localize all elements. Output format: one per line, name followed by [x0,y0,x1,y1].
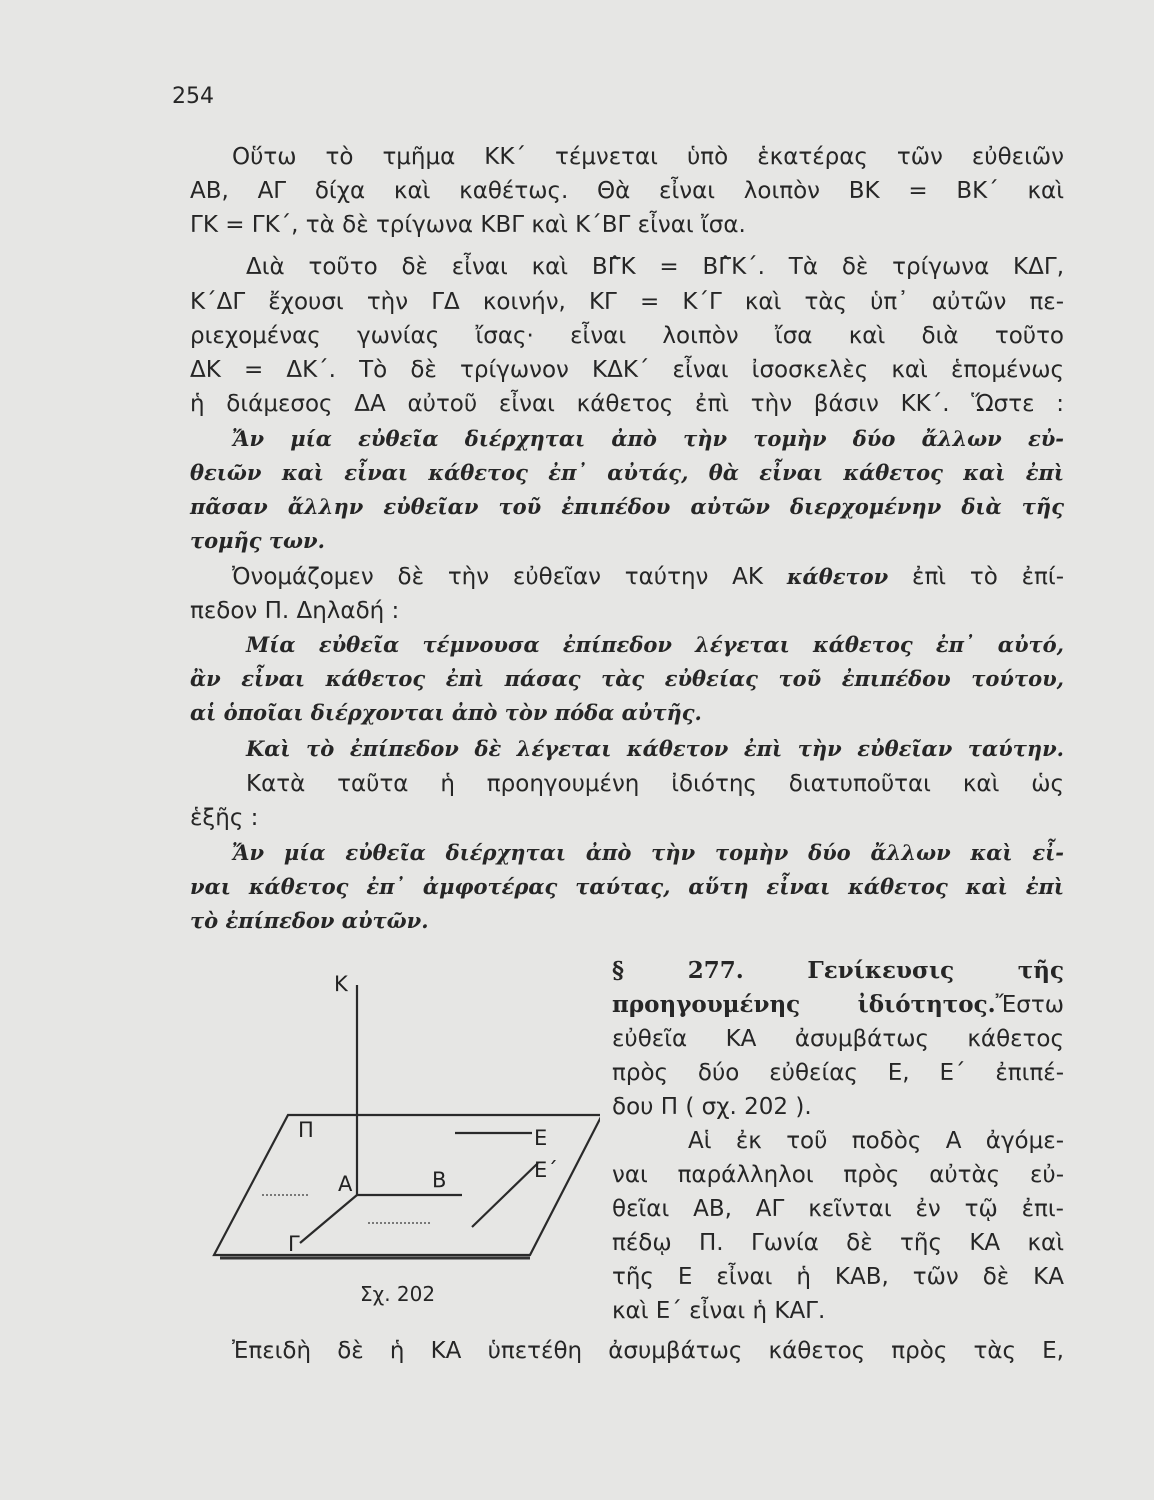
text-line [232,562,1064,592]
label-K: Κ [334,972,348,996]
theorem-line: τὸ ἐπίπεδον αὐτῶν. [190,908,429,933]
column-line: τῆς Ε εἶναι ἡ ΚΑΒ, τῶν δὲ ΚΑ [612,1264,1064,1290]
label-E-prime: Ε΄ [534,1158,558,1182]
text-line: ἡ διάμεσος ΔΑ αὐτοῦ εἶναι κάθετος ἐπὶ τὴν βάσιν ΚΚ΄. Ὥστε : [190,391,1064,417]
label-A: Α [338,1172,353,1196]
text-line: Ἐπειδὴ δὲ ἡ ΚΑ ὑπετέθη ἀσυμβάτως κάθετος πρὸς τὰς Ε, [232,1338,1064,1364]
column-line: πέδῳ Π. Γωνία δὲ τῆς ΚΑ καὶ [612,1230,1064,1256]
label-G: Γ [288,1232,300,1256]
label-E: Ε [534,1126,548,1150]
theorem-line: τομῆς των. [190,528,325,553]
section-heading-cont: προηγουμένης ἰδιότητος. [612,991,996,1018]
definition-line: Καὶ τὸ ἐπίπεδον δὲ λέγεται κάθετον ἐπὶ τὴν εὐθεῖαν ταύτην. [246,736,1064,761]
term-kathetos: κάθετον [786,564,889,589]
theorem-line: Ἄν μία εὐθεῖα διέρχηται ἀπὸ τὴν τομὴν δύο ἄλλων καὶ εἶ- [232,840,1064,865]
label-B: Β [432,1168,447,1192]
figure-caption: Σχ. 202 [360,1282,436,1306]
theorem-line: Ἄν μία εὐθεῖα διέρχηται ἀπὸ τὴν τομὴν δύο ἄλλων εὐ- [232,426,1064,451]
text-line: ΑΒ, ΑΓ δίχα καὶ καθέτως. Θὰ εἶναι λοιπὸν ΒΚ = ΒΚ΄ καὶ [190,178,1064,204]
line-AG [300,1195,357,1243]
column-line: πρὸς δύο εὐθείας Ε, Ε΄ ἐπιπέ- [612,1060,1064,1086]
text-span: Ὀνομάζομεν δὲ τὴν εὐθεῖαν ταύτην ΑΚ [232,564,787,590]
text-line: Οὕτω τὸ τμῆμα ΚΚ΄ τέμνεται ὑπὸ ἑκατέρας τῶν εὐθειῶν [232,144,1064,170]
definition-line: αἱ ὁποῖαι διέρχονται ἀπὸ τὸν πόδα αὐτῆς. [190,700,702,725]
definition-line: Μία εὐθεῖα τέμνουσα ἐπίπεδον λέγεται κάθετος ἐπ᾽ αὐτό, [246,632,1064,657]
text-line: ΓΚ = ΓΚ΄, τὰ δὲ τρίγωνα ΚΒΓ καὶ Κ΄ΒΓ εἶναι ἴσα. [190,212,746,238]
text-line: Κατὰ ταῦτα ἡ προηγουμένη ἰδιότης διατυποῦται καὶ ὡς [246,771,1064,797]
column-line: δου Π ( σχ. 202 ). [612,1094,812,1120]
figure-202-diagram [200,965,600,1265]
definition-line: ἂν εἶναι κάθετος ἐπὶ πάσας τὰς εὐθείας τοῦ ἐπιπέδου τούτου, [190,666,1064,691]
column-line: ναι παράλληλοι πρὸς αὐτὰς εὐ- [612,1162,1064,1188]
text-line: Διὰ τοῦτο δὲ εἶναι καὶ ΒΓ̂Κ = ΒΓ̂Κ΄. Τὰ δὲ τρίγωνα ΚΔΓ, [246,254,1064,280]
section-heading: § 277. Γενίκευσις τῆς [612,957,1064,984]
text-line: πεδον Π. Δηλαδή : [190,598,400,624]
text-line: ριεχομένας γωνίας ἴσας· εἶναι λοιπὸν ἴσα καὶ διὰ τοῦτο [190,323,1064,349]
text-line: ΔΚ = ΔΚ΄. Τὸ δὲ τρίγωνον ΚΔΚ΄ εἶναι ἰσοσκελὲς καὶ ἑπομένως [190,357,1064,383]
text-span: Ἔστω [995,992,1064,1018]
column-line [612,990,1064,1020]
column-line: καὶ Ε΄ εἶναι ἡ ΚΑΓ. [612,1298,826,1324]
theorem-line: πᾶσαν ἄλλην εὐθεῖαν τοῦ ἐπιπέδου αὐτῶν διερχομένην διὰ τῆς [190,494,1064,519]
page-number: 254 [172,84,214,109]
text-line: Κ΄ΔΓ ἔχουσι τὴν ΓΔ κοινήν, ΚΓ = Κ΄Γ καὶ τὰς ὑπ᾽ αὐτῶν πε- [190,289,1064,315]
theorem-line: ναι κάθετος ἐπ᾽ ἀμφοτέρας ταύτας, αὕτη εἶναι κάθετος καὶ ἐπὶ [190,874,1064,899]
text-span: ἐπὶ τὸ ἐπί- [888,564,1064,590]
line-E-prime [472,1163,538,1227]
label-P: Π [298,1118,314,1142]
theorem-line: θειῶν καὶ εἶναι κάθετος ἐπ᾽ αὐτάς, θὰ εἶναι κάθετος καὶ ἐπὶ [190,460,1064,485]
column-line: Αἱ ἐκ τοῦ ποδὸς Α ἀγόμε- [688,1128,1064,1154]
text-line: ἑξῆς : [190,805,259,831]
column-line: θεῖαι ΑΒ, ΑΓ κεῖνται ἐν τῷ ἐπι- [612,1196,1064,1222]
column-line: εὐθεῖα ΚΑ ἀσυμβάτως κάθετος [612,1026,1064,1052]
